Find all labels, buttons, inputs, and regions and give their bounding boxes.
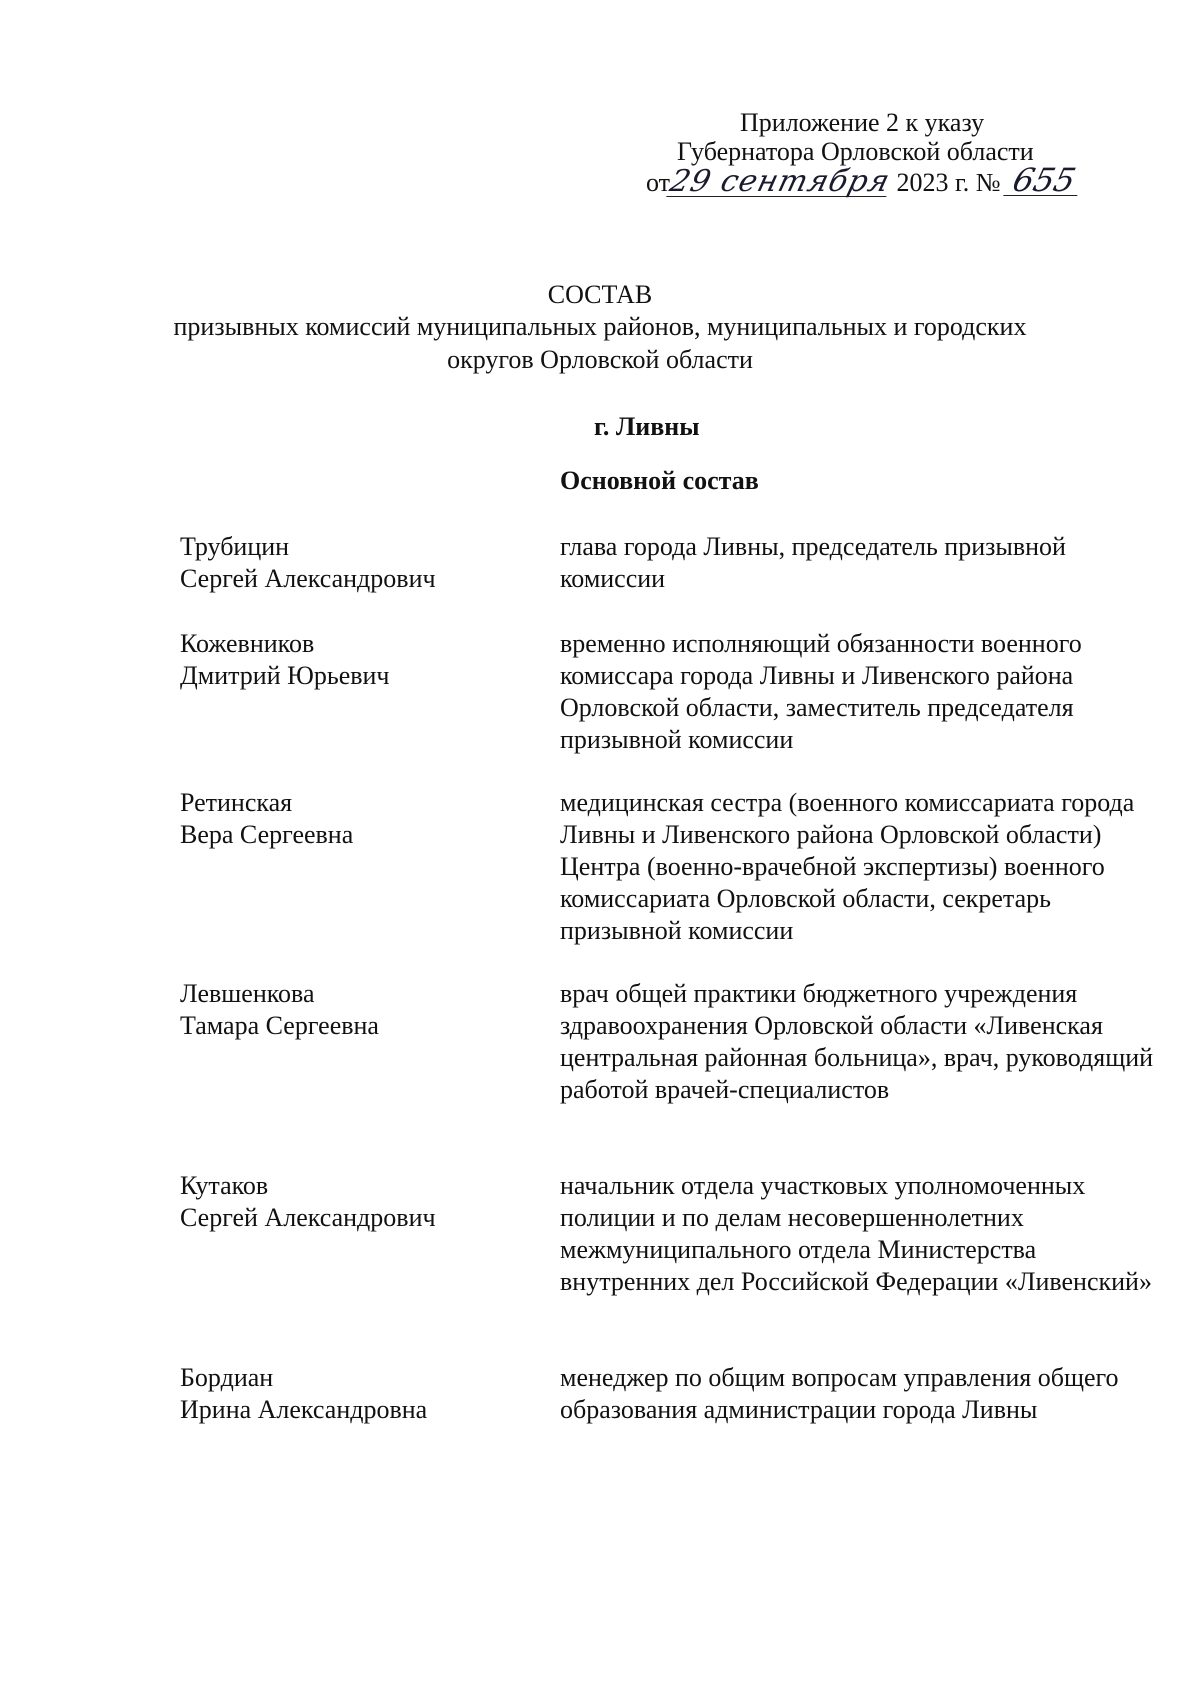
appendix-line-1: Приложение 2 к указу	[740, 108, 985, 137]
member-name	[180, 1362, 520, 1426]
member-given-names: Дмитрий Юрьевич	[180, 661, 390, 690]
member-name	[180, 531, 520, 595]
year-label: 2023 г. №	[896, 168, 1001, 197]
member-name	[180, 628, 520, 692]
member-role: глава города Ливны, председатель призывной комиссии	[560, 532, 1066, 593]
appendix-date-line	[620, 161, 1120, 199]
document-subtitle-line-1: призывных комиссий муниципальных районов, муниципальных и городских	[173, 312, 1027, 341]
member-role: менеджер по общим вопросам управления общего образования администрации города Ливны	[560, 1363, 1119, 1424]
member-given-names: Сергей Александрович	[180, 564, 436, 593]
handwritten-date: 29 сентября	[666, 164, 894, 199]
member-role: медицинская сестра (военного комиссариата города Ливны и Ливенского района Орловской области) Центра (военно-врачебной экспертизы) военного комиссариата Орловской области, секретарь призывной комиссии	[560, 788, 1135, 945]
member-surname: Левшенкова	[180, 979, 315, 1008]
member-given-names: Вера Сергеевна	[180, 820, 354, 849]
member-given-names: Сергей Александрович	[180, 1203, 436, 1232]
member-surname: Кожевников	[180, 629, 315, 658]
city-heading: г. Ливны	[594, 412, 700, 441]
appendix-block	[620, 108, 1120, 197]
member-role: начальник отдела участковых уполномоченных полиции и по делам несовершеннолетних межмуниципального отдела Министерства внутренних дел Российской Федерации «Ливенский»	[560, 1171, 1152, 1296]
section-heading: Основной состав	[560, 466, 759, 495]
member-role: врач общей практики бюджетного учреждения здравоохранения Орловской области «Ливенская центральная районная больница», врач, руководящий работой врачей-специалистов	[560, 979, 1154, 1104]
handwritten-number: 655	[1003, 166, 1084, 196]
date-prefix: от	[646, 168, 671, 197]
member-given-names: Ирина Александровна	[180, 1395, 428, 1424]
member-surname: Трубицин	[180, 532, 290, 561]
member-role: временно исполняющий обязанности военного комиссара города Ливны и Ливенского района Орловской области, заместитель председателя призывной комиссии	[560, 629, 1082, 754]
member-surname: Ретинская	[180, 788, 293, 817]
member-given-names: Тамара Сергеевна	[180, 1011, 379, 1040]
member-surname: Кутаков	[180, 1171, 269, 1200]
member-name	[180, 1170, 520, 1234]
document-subtitle-line-2: округов Орловской области	[447, 345, 753, 374]
member-name	[180, 978, 520, 1042]
appendix-line-2: Губернатора Орловской области	[677, 137, 1034, 166]
document-title: СОСТАВ	[547, 280, 653, 309]
member-surname: Бордиан	[180, 1363, 274, 1392]
member-name	[180, 787, 520, 851]
